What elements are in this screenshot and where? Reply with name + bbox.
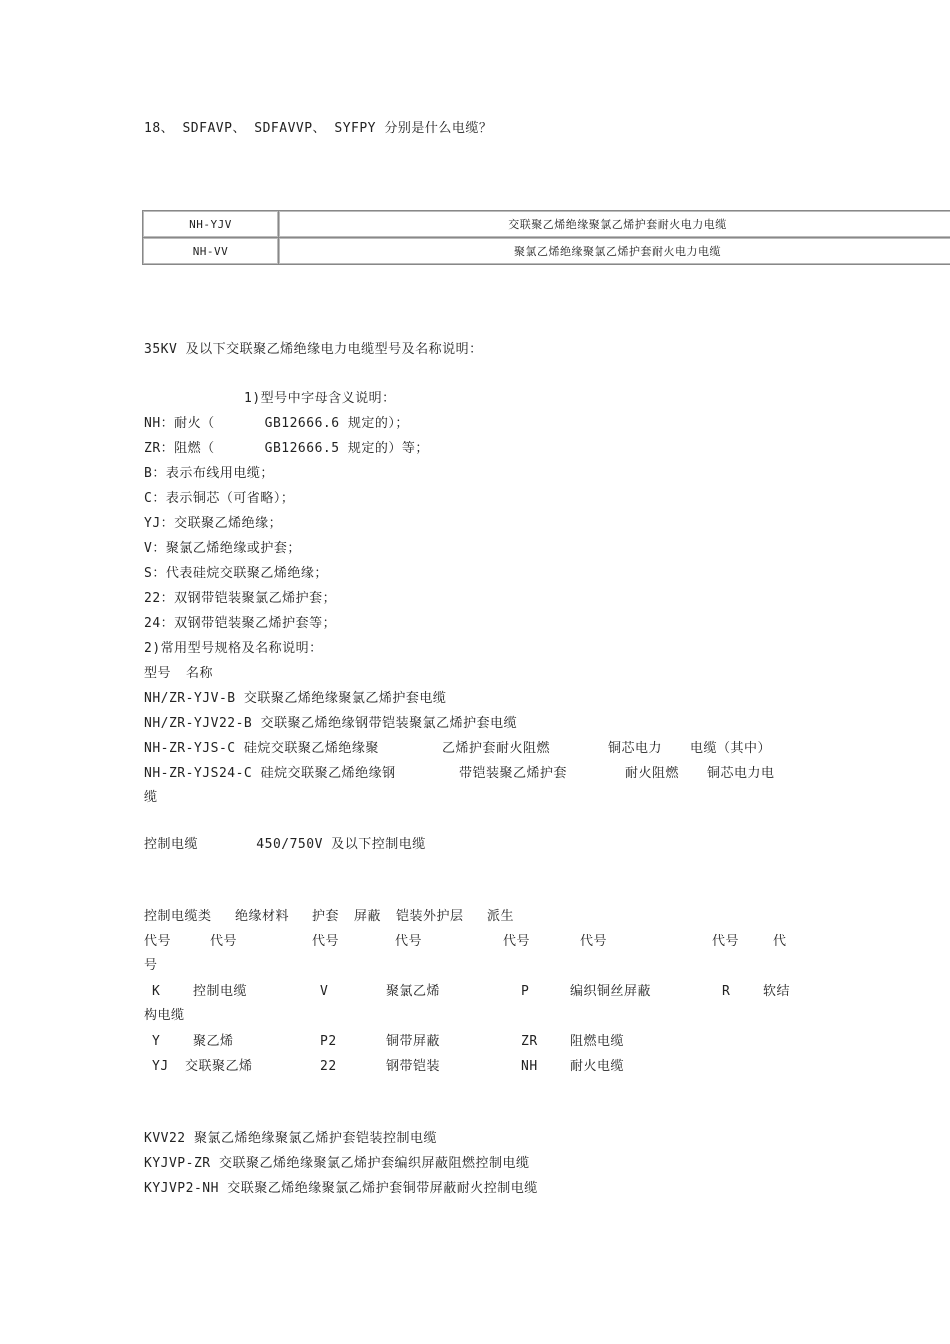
control-cable-intro: 控制电缆 450/750V 及以下控制电缆 — [144, 837, 426, 852]
code-header: 代号 — [580, 934, 608, 949]
code-value: 交联聚乙烯 — [185, 1059, 253, 1074]
code-header: 铠装外护层 — [396, 909, 464, 924]
code-value: 铜带屏蔽 — [386, 1034, 441, 1049]
section-title-35kv: 35KV 及以下交联聚乙烯绝缘电力电缆型号及名称说明： — [144, 342, 483, 357]
model-line-part: 耐火阻燃 — [625, 766, 680, 781]
code-header: 代号 — [210, 934, 238, 949]
code-value: P — [521, 984, 530, 999]
cable-spec-table — [142, 210, 950, 265]
code-value: 软结 — [763, 984, 791, 999]
example-line: KYJVP2-NH 交联聚乙烯绝缘聚氯乙烯护套铜带屏蔽耐火控制电缆 — [144, 1181, 538, 1196]
model-header-name: 名称 — [186, 666, 214, 681]
code-value: 编织铜丝屏蔽 — [570, 984, 652, 999]
code-header: 代号 — [395, 934, 423, 949]
definition-line: 22：双钢带铠装聚氯乙烯护套； — [144, 591, 337, 606]
model-line-part: 铜芯电力电 — [707, 766, 775, 781]
example-line: KVV22 聚氯乙烯绝缘聚氯乙烯护套铠装控制电缆 — [144, 1131, 437, 1146]
code-value: 聚氯乙烯 — [386, 984, 441, 999]
code-header: 派生 — [487, 909, 515, 924]
code-header: 代 — [773, 934, 787, 949]
code-header: 绝缘材料 — [235, 909, 290, 924]
code-value: 钢带铠装 — [386, 1059, 441, 1074]
item1-title: 1)型号中字母含义说明： — [244, 391, 396, 406]
definition-line: S：代表硅烷交联聚乙烯绝缘； — [144, 566, 328, 581]
model-line-part: 乙烯护套耐火阻燃 — [442, 741, 551, 756]
model-header-type: 型号 — [144, 666, 172, 681]
model-line: NH/ZR-YJV22-B 交联聚乙烯绝缘钢带铠装聚氯乙烯护套电缆 — [144, 716, 518, 731]
code-value-wrap: 构电缆 — [144, 1008, 185, 1023]
code-value: 聚乙烯 — [193, 1034, 234, 1049]
code-value: YJ — [152, 1059, 169, 1074]
code-value: Y — [152, 1034, 161, 1049]
code-header: 代号 — [712, 934, 740, 949]
code-value: 阻燃电缆 — [570, 1034, 625, 1049]
model-line: NH/ZR-YJV-B 交联聚乙烯绝缘聚氯乙烯护套电缆 — [144, 691, 447, 706]
table-cell-code: NH-VV — [143, 238, 279, 265]
code-header: 控制电缆类 — [144, 909, 212, 924]
code-value: V — [320, 984, 329, 999]
code-header: 代号 — [144, 934, 172, 949]
model-line: NH-ZR-YJS-C 硅烷交联聚乙烯绝缘聚 — [144, 741, 379, 756]
table-cell-code: NH-YJV — [143, 211, 279, 238]
item2-title: 2)常用型号规格及名称说明： — [144, 641, 323, 656]
model-line-part: 电缆（其中） — [690, 741, 772, 756]
code-header: 屏蔽 — [354, 909, 382, 924]
code-value: 22 — [320, 1059, 337, 1074]
example-line: KYJVP-ZR 交联聚乙烯绝缘聚氯乙烯护套编织屏蔽阻燃控制电缆 — [144, 1156, 530, 1171]
definition-line: C：表示铜芯（可省略）； — [144, 491, 295, 506]
code-value: P2 — [320, 1034, 337, 1049]
definition-line: YJ：交联聚乙烯绝缘； — [144, 516, 283, 531]
code-header: 护套 — [312, 909, 340, 924]
definition-line: V：聚氯乙烯绝缘或护套； — [144, 541, 301, 556]
table-cell-desc: 聚氯乙烯绝缘聚氯乙烯护套耐火电力电缆 — [279, 238, 950, 265]
table-row — [143, 238, 950, 265]
question-heading: 18、 SDFAVP、 SDFAVVP、 SYFPY 分别是什么电缆？ — [144, 121, 493, 136]
code-value: 耐火电缆 — [570, 1059, 625, 1074]
code-value: K — [152, 984, 161, 999]
model-line-part: 带铠装聚乙烯护套 — [459, 766, 568, 781]
code-value: NH — [521, 1059, 538, 1074]
code-value: ZR — [521, 1034, 538, 1049]
code-header: 代号 — [312, 934, 340, 949]
model-line-part: 铜芯电力 — [608, 741, 663, 756]
table-cell-desc: 交联聚乙烯绝缘聚氯乙烯护套耐火电力电缆 — [279, 211, 950, 238]
code-header: 代号 — [503, 934, 531, 949]
definition-line: NH：耐火（ GB12666.6 规定的）； — [144, 416, 409, 431]
table-row — [143, 211, 950, 238]
code-value: 控制电缆 — [193, 984, 248, 999]
definition-line: 24：双钢带铠装聚乙烯护套等； — [144, 616, 337, 631]
code-value: R — [722, 984, 731, 999]
model-line-wrap: 缆 — [144, 790, 158, 805]
model-line: NH-ZR-YJS24-C 硅烷交联聚乙烯绝缘钢 — [144, 766, 396, 781]
definition-line: B：表示布线用电缆； — [144, 466, 274, 481]
definition-line: ZR：阻燃（ GB12666.5 规定的）等； — [144, 441, 429, 456]
code-header-wrap: 号 — [144, 958, 158, 973]
